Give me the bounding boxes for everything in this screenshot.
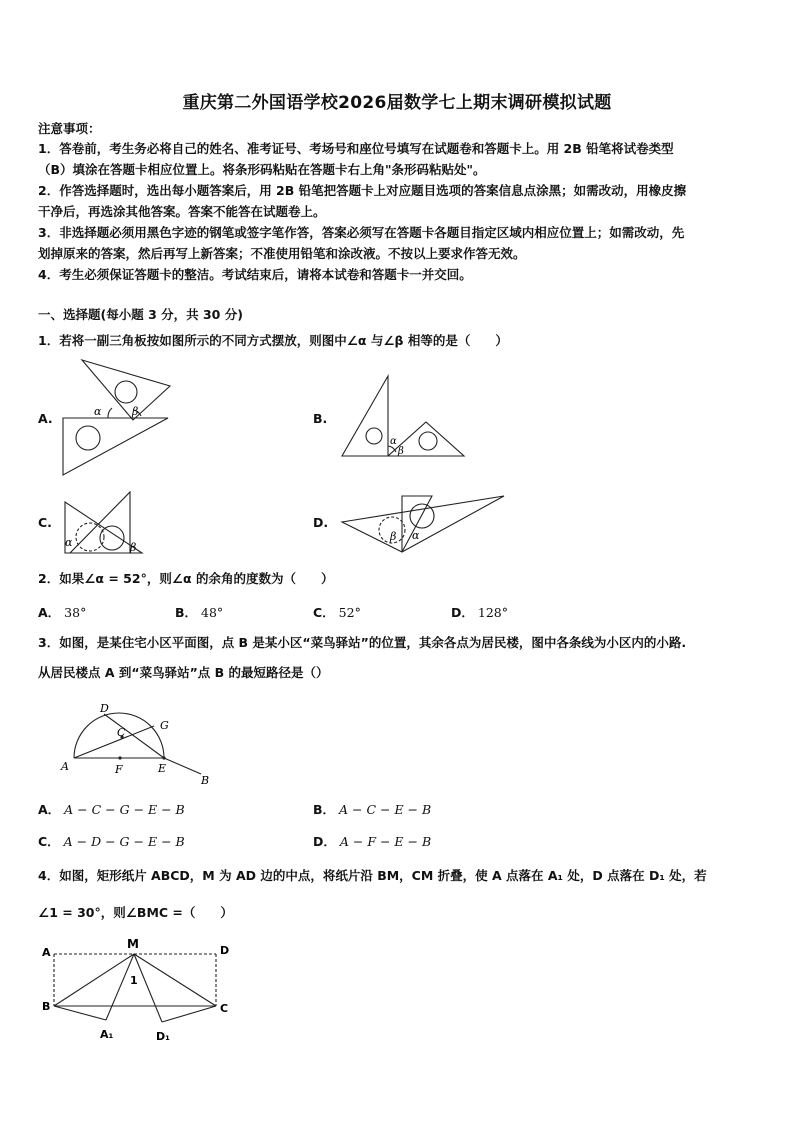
point-a1-label: A₁ xyxy=(100,1028,114,1041)
section-heading: 一、选择题(每小题 3 分，共 30 分) xyxy=(38,307,243,322)
angle-1-label: 1 xyxy=(130,974,138,987)
q1-figure-b xyxy=(340,374,468,460)
point-d-label: D xyxy=(220,944,230,957)
beta-label: β xyxy=(390,530,397,543)
point-a-label: A xyxy=(42,946,51,959)
q3-figure-map xyxy=(56,696,216,788)
notice-line: 划掉原来的答案，然后再写上新答案；不准使用铅笔和涂改液。不按以上要求作答无效。 xyxy=(38,246,526,261)
question-1-text: 1．若将一副三角板按如图所示的不同方式摆放，则图中∠α 与∠β 相等的是（ ） xyxy=(38,333,508,348)
point-d-label: D xyxy=(100,702,109,715)
page-title: 重庆第二外国语学校2026届数学七上期末调研模拟试题 xyxy=(182,93,612,113)
alpha-label: α xyxy=(412,529,420,542)
q1-figure-a xyxy=(60,358,175,480)
q3-option-c: C． A − D − G − E − B xyxy=(38,834,185,849)
notice-line: 3．非选择题必须用黑色字迹的钢笔或签字笔作答，答案必须写在答题卡各题目指定区域内相应位置上；如需改动，先 xyxy=(38,225,685,240)
point-c-label: C xyxy=(220,1002,229,1015)
point-a-label: A xyxy=(61,760,69,773)
beta-label: β xyxy=(132,405,139,418)
question-3-text: 3．如图，是某住宅小区平面图，点 B 是某小区“菜鸟驿站”的位置，其余各点为居民楼，图中各条线为小区内的小路. xyxy=(38,635,687,650)
alpha-label: α xyxy=(94,405,102,418)
q3-option-a: A． A − C − G − E − B xyxy=(38,802,185,817)
question-2-text: 2．如果∠α = 52°，则∠α 的余角的度数为（ ） xyxy=(38,571,334,586)
point-e-label: E xyxy=(158,762,167,775)
q3-option-d: D． A − F − E − B xyxy=(313,834,432,849)
question-3-text-cont: 从居民楼点 A 到“菜鸟驿站”点 B 的最短路径是（） xyxy=(38,665,329,680)
q3-option-b: B． A − C − E − B xyxy=(313,802,432,817)
alpha-label: α xyxy=(65,536,73,549)
notice-line: （B）填涂在答题卡相应位置上。将条形码粘贴在答题卡右上角"条形码粘贴处"。 xyxy=(38,162,486,177)
q1-option-d-label: D. xyxy=(313,515,329,530)
beta-label: β xyxy=(130,541,137,554)
question-4-text-cont: ∠1 = 30°，则∠BMC =（ ） xyxy=(38,905,233,920)
q2-option-c: C． 52° xyxy=(313,605,361,620)
point-b-label: B xyxy=(42,1000,51,1013)
notice-heading: 注意事项： xyxy=(38,121,101,136)
point-m-label: M xyxy=(127,937,139,951)
beta-label: β xyxy=(398,446,404,457)
q1-option-a-label: A. xyxy=(38,411,53,426)
q2-option-a: A． 38° xyxy=(38,605,87,620)
point-b-label: B xyxy=(201,774,210,787)
point-f-label: F xyxy=(115,763,123,776)
q4-figure-rectangle-fold xyxy=(38,936,238,1048)
point-g-label: G xyxy=(160,719,169,732)
question-4-text: 4．如图，矩形纸片 ABCD，M 为 AD 边的中点，将纸片沿 BM，CM 折叠，使 A 点落在 A₁ 处，D 点落在 D₁ 处，若 xyxy=(38,868,707,883)
point-c-label: C xyxy=(117,726,126,739)
notice-line: 2．作答选择题时，选出每小题答案后，用 2B 铅笔把答题卡上对应题目选项的答案信息点涂黑；如需改动，用橡皮擦 xyxy=(38,183,687,198)
notice-line: 干净后，再选涂其他答案。答案不能答在试题卷上。 xyxy=(38,204,326,219)
q1-option-c-label: C. xyxy=(38,515,52,530)
point-d1-label: D₁ xyxy=(156,1030,170,1043)
notice-line: 4．考生必须保证答题卡的整洁。考试结束后，请将本试卷和答题卡一并交回。 xyxy=(38,267,472,282)
notice-line: 1．答卷前，考生务必将自己的姓名、准考证号、考场号和座位号填写在试题卷和答题卡上。用 2B 铅笔将试卷类型 xyxy=(38,141,674,156)
q1-figure-d xyxy=(340,494,508,556)
q2-option-b: B． 48° xyxy=(175,605,224,620)
alpha-label: α xyxy=(390,436,397,447)
q1-option-b-label: B. xyxy=(313,411,328,426)
q2-option-d: D． 128° xyxy=(451,605,508,620)
q1-figure-c xyxy=(60,490,172,558)
